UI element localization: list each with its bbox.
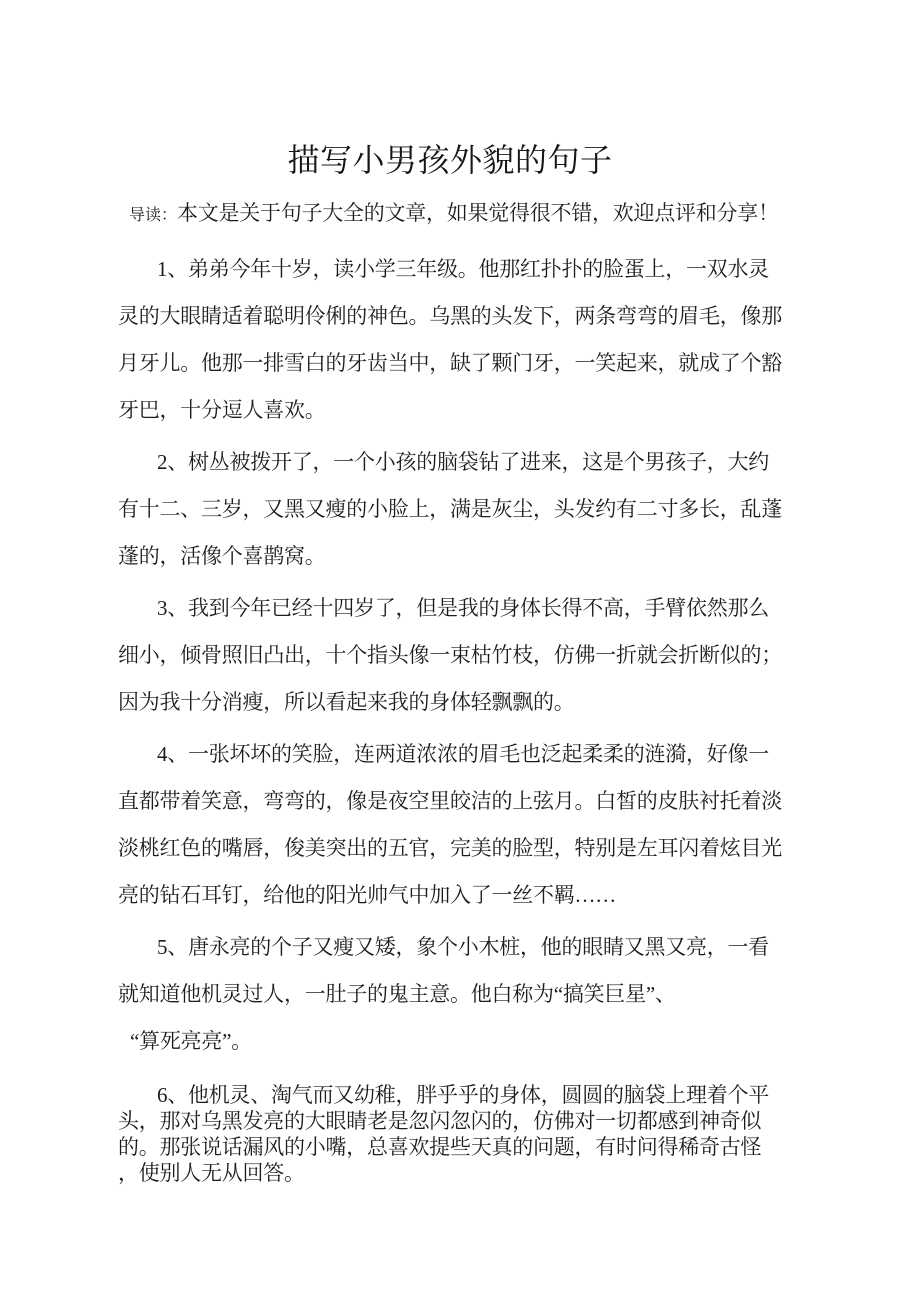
paragraph-line: 灵的大眼睛适着聪明伶俐的神色。乌黑的头发下，两条弯弯的眉毛，像那: [118, 304, 782, 328]
paragraph-line: 直都带着笑意，弯弯的，像是夜空里皎洁的上弦月。白皙的皮肤衬托着淡: [118, 789, 782, 813]
paragraph-line: 淡桃红色的嘴唇，俊美突出的五官，完美的脸型，特别是左耳闪着炫目光: [118, 836, 782, 860]
paragraph-4: [118, 731, 782, 919]
paragraph-2: [118, 439, 782, 580]
paragraph-line: 牙巴，十分逗人喜欢。: [118, 398, 326, 422]
paragraph-3: [118, 585, 782, 726]
paragraph-line: 2、树丛被拨开了，一个小孩的脑袋钻了进来，这是个男孩子，大约: [157, 450, 769, 474]
paragraph-line: 蓬的，活像个喜鹊窝。: [118, 544, 326, 568]
paragraph-5: [118, 924, 782, 1065]
document-title: 描写小男孩外貌的句子: [287, 142, 613, 178]
document-content: [118, 0, 782, 1186]
paragraph-line: ，使别人无从回答。: [118, 1161, 305, 1185]
lead-paragraph: [129, 197, 782, 232]
document-body: [118, 246, 782, 1186]
paragraph-6: [118, 1082, 782, 1186]
paragraph-line: “算死亮亮”。: [130, 1029, 252, 1053]
paragraph-line: 6、他机灵、淘气而又幼稚，胖乎乎的身体，圆圆的脑袋上理着个平: [157, 1083, 769, 1107]
paragraph-line: 1、弟弟今年十岁，读小学三年级。他那红扑扑的脸蛋上，一双水灵: [157, 257, 769, 281]
paragraph-line: 有十二、三岁，又黑又瘦的小脸上，满是灰尘，头发约有二寸多长，乱蓬: [118, 497, 782, 521]
paragraph-line: 亮的钻石耳钉，给他的阳光帅气中加入了一丝不羁……: [118, 883, 616, 907]
paragraph-1: [118, 246, 782, 434]
paragraph-line: 因为我十分消瘦，所以看起来我的身体轻飘飘的。: [118, 690, 575, 714]
paragraph-line: 的。那张说话漏风的小嘴，总喜欢提些天真的问题，有时问得稀奇古怪: [118, 1135, 762, 1159]
paragraph-line: 月牙儿。他那一排雪白的牙齿当中，缺了颗门牙，一笑起来，就成了个豁: [118, 351, 782, 375]
paragraph-line: 3、我到今年已经十四岁了，但是我的身体长得不高，手臂依然那么: [157, 596, 769, 620]
paragraph-line: 就知道他机灵过人，一肚子的鬼主意。他白称为“搞笑巨星”、: [118, 982, 676, 1006]
paragraph-line: 4、一张坏坏的笑脸，连两道浓浓的眉毛也泛起柔柔的涟漪，好像一: [157, 742, 769, 766]
lead-text: 本文是关于句子大全的文章，如果觉得很不错，欢迎点评和分享！: [177, 201, 779, 225]
paragraph-line: 头，那对乌黑发亮的大眼睛老是忽闪忽闪的，仿佛对一切都感到神奇似: [118, 1109, 762, 1133]
paragraph-line: 细小，倾骨照旧凸出，十个指头像一束枯竹枝，仿佛一折就会折断似的；: [118, 643, 782, 667]
lead-label: 导读：: [129, 207, 178, 224]
paragraph-line: 5、唐永亮的个子又瘦又矮，象个小木桩，他的眼睛又黑又亮，一看: [157, 935, 769, 959]
